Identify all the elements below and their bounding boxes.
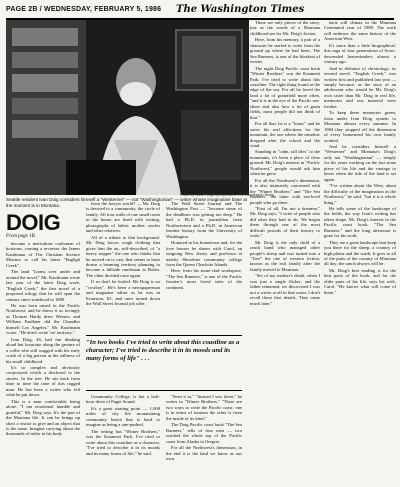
article-column-4 (250, 20, 320, 485)
article-column-5 (324, 20, 396, 485)
paragraph: "Set of my mother's death, when I was just a single flicker, and the father remained, we discovered I was not a writer at all in that room. I don't recall those first details. They came much later." (250, 273, 320, 306)
paragraph: It's more than a little biographical; this saga of four generations of Scots-descended homesteaders almost a century ago. (324, 42, 396, 65)
paragraph: They are a great landscape that keep you there for the sheep, a country of high plains and the roads. It goes to all of the parts of the country of Montana all day; the ranch always will be. (324, 239, 396, 267)
paragraph: For all the Northwest's dimension, in the end it is the land we know as our own. (166, 445, 242, 461)
paragraph: If so don't be fooled: Mr Doig is no "cowboy". He's been a newspaperman and magazine editor as he was in Evanston, Ill., and once turned down the Wall Street Journal job offer. (86, 279, 160, 307)
paragraph: It's a great starting point — 1,000 miles of city life mountaining community beach that is hard to imagine as being a one-pushed. (86, 405, 160, 428)
paragraph: Mr. Doig is the only child of a ranch hand who managed other people's sheep and was turned into a "Tree" the one of western fiction, known as the real family after the family moved to Montana. (250, 239, 320, 272)
paragraph: The Doig Pacific coast book "The Sea Runners," tells of four men — two reached the whole top of the Pacific coast from Alaska to Oregon. (166, 422, 242, 444)
paragraph: "I've written about the West, about the difficulty of the imagination as the Northwest," he said, "but it is a whole thing." (324, 183, 396, 205)
paragraph: And he considers himself a "Westerner" and Montana's Doig's only not "Washingtonian" — simply for his years working on the last stone piece of his life and the vantage to know when the tide of the land is set again. (324, 143, 396, 182)
paragraph: The setting has "Winter Brothers," was the Kaumeni Park. I've tried to write about this coastline as a character, "I've tried to describe it in its moods and its many forms of life," he said. (86, 428, 160, 456)
paragraph: Mr. Doig's best reading is for the best parts of the book, and for the older parts of his life, says his wife, Carol. "He knows what will come of them." (324, 267, 396, 295)
paragraph: It's so complex and obviously conjectured which a disclosed to the stories. In the tree. He sits back from time to time the tone of this rugged man. He has been a writer who felt what he put down. (6, 364, 80, 398)
article-column-2 (86, 201, 160, 331)
photo-credit: Photo by Steve Ringman/Special to The Washington Times (180, 193, 275, 197)
paragraph: become a meticulous craftsman of horizons, coming a reviewer the James Kaufmann of The Christian Science Monitor to call his latest "Engligh Creek". (6, 241, 80, 268)
photo-caption: Seattle resident Ivan Doig considers himself a "Westerner" — not "Washingtonian" — writer whose imaginative base at the moment is in Montana. (6, 197, 247, 208)
portrait-image (6, 20, 249, 195)
jump-line: From page 1B (6, 234, 35, 239)
pull-quote: "In two books I've tried to write about this coastline as a character; I've tried to describe it in its moods and its many forms of life" . . . (86, 335, 242, 391)
paragraph: And in defiance of chronology, its second novel, "English Creek," was written first and published last year — simply because, as the story of an adolescent who would be Mr. Doig's own sister than Mr. Doig in real life, memories and raw material were fresher. (324, 65, 396, 109)
paragraph: Here, from his memory, a pair of a character he started to write from the ground up where he had been, The Sea Runners, is one of the bleakest of events. (250, 37, 320, 65)
paragraph: from the lawyer world? — Mr. Doig is devoted to a community, the circle of family. All four walls of one small room in the house are lined with writing, photographs of father, mother, uncles and other relatives. (86, 201, 160, 234)
page-header (6, 4, 394, 20)
paragraph: back will climax in the Montana Centennial year of 1989. The work will embrace the same history of the American West. (324, 20, 396, 42)
paragraph: For all the Northwest's dimension, it is also intimately concerned with the "Winter Brothers" and "The Sea Runners" the latter with sea-level people who go there. (250, 177, 320, 205)
article-column-1 (6, 241, 80, 485)
paragraph: To keep these memories green, from under Ivan Doig system to Montana almost every summer. In 1984 they stopped off the dimension of every homestead his own family worked. (324, 110, 396, 143)
paragraph: He was born raised in the Pacific Northwest, and he draws it as lovingly as Thomas Hardy drew Wessex, and William Faulkner did the Chandler himself Los Angeles," Mr. Kaufmann wrote. "He does't write 'on' territory." (6, 302, 80, 336)
paragraph: The night Doig Pacific coast book "Winter Brothers" was the Kaumeni Park, I've tried to write about this coastline. The right thing found at the edge of the sea. For all he loved the land a lot of grainfield more often, "and it is in the eye of the Pacific sea-shore and also how a lot of grain fields, most people did not think of that." (250, 65, 320, 120)
paragraph: This is a man comfortable being alone. "I am emotional humble and grateful," Mr. Doig says. It's the part of the Montana life. It can be brings up short a visitor to give and an object that is the same. Imagine carrying about the thousands of miles in his body. (6, 398, 80, 437)
paragraph: These are only pieces of the story, just as the words of a Montana childhood are for Mr. Doig's fiction. (250, 20, 320, 36)
paragraph: Ivan Doig, 46, had fun thinking aloud but luxuriate along the gesture of a collie who still wagged with his early crush of a big person at the stillness of his small childhood. (6, 336, 80, 364)
page-label: PAGE 2B / WEDNESDAY, FEBRUARY 5, 1986 (6, 6, 162, 13)
paragraph: Here, from his stone-clad workspace, "The Sea Runners," is one of the Pacific frontier's most loved tales of the continent. (166, 268, 242, 290)
masthead: The Washington Times (176, 4, 305, 15)
paragraph: The land "looms over under and around the novel," Mr. Kaufmann wrote last year of the latest Doig work, "English Creek," the first novel of a proposed trilogy that he will span the century since statehood in 1889. (6, 269, 80, 302)
paragraph: All of a tribute to that background. Mr. Doig favors rough clothing that gives him the air, self-described, of "a heavy trapper" the one who thinks that he moved on to cast, that seems to have drawn a beaming territory planning to become a hillside ranchman at Bolan. The other decided once again. (86, 234, 160, 278)
paragraph: For all that, he is a "loner," and he saves his real affections for the mountain, the one where the meadow dropped after the school and the wind. (250, 121, 320, 148)
article-headline: DOIG (6, 210, 61, 235)
paragraph: Community College, is but a half-hour drive of Puget Sound. (86, 394, 160, 405)
article-column-2-lower (86, 394, 160, 485)
paragraph: "First of all, I'm not a dreamer," Mr. Doig says, "I write of people who did what they had to do. We began there through one of the most difficult periods of their history to write." (250, 205, 320, 239)
paragraph: "Seen it in," "Instead I saw them," he writes in "Winter Brothers," "There are two ways to write the Pacific coast: one is in terms of tourism the other is from the inside of its kind." (166, 394, 242, 421)
article-column-3 (166, 201, 242, 331)
paragraph: Standing in "calm, tall files" to the mountains, it's been a place of clear ground. Mr. Doig's interest in "Pacific Northwest," people would ask him when he grew. (250, 149, 320, 177)
article-column-3-lower (166, 394, 242, 485)
paragraph: Honored in his hometown and, for the love houses he shares with Carol, an outgoing New Jersey and professor at nearby Shoreline community college from the Queen Charlotte Islands. (166, 240, 242, 267)
author-photo (6, 20, 249, 195)
paragraph: The Wall Street Journal and The Washington Post — "because some of the deadlines was getting too deep." He had a Ph.D. in journalism from Northwestern and a Ph.D. in American frontier history from the University of Washington. (166, 201, 242, 239)
paragraph: He tells some of the landscape of the fields, the way Ivan's writing has taken shape. Mr. Doig's interest in the Pacific coast book, "The Sea Runners," and the long afternoon is gone for his work. (324, 205, 396, 239)
